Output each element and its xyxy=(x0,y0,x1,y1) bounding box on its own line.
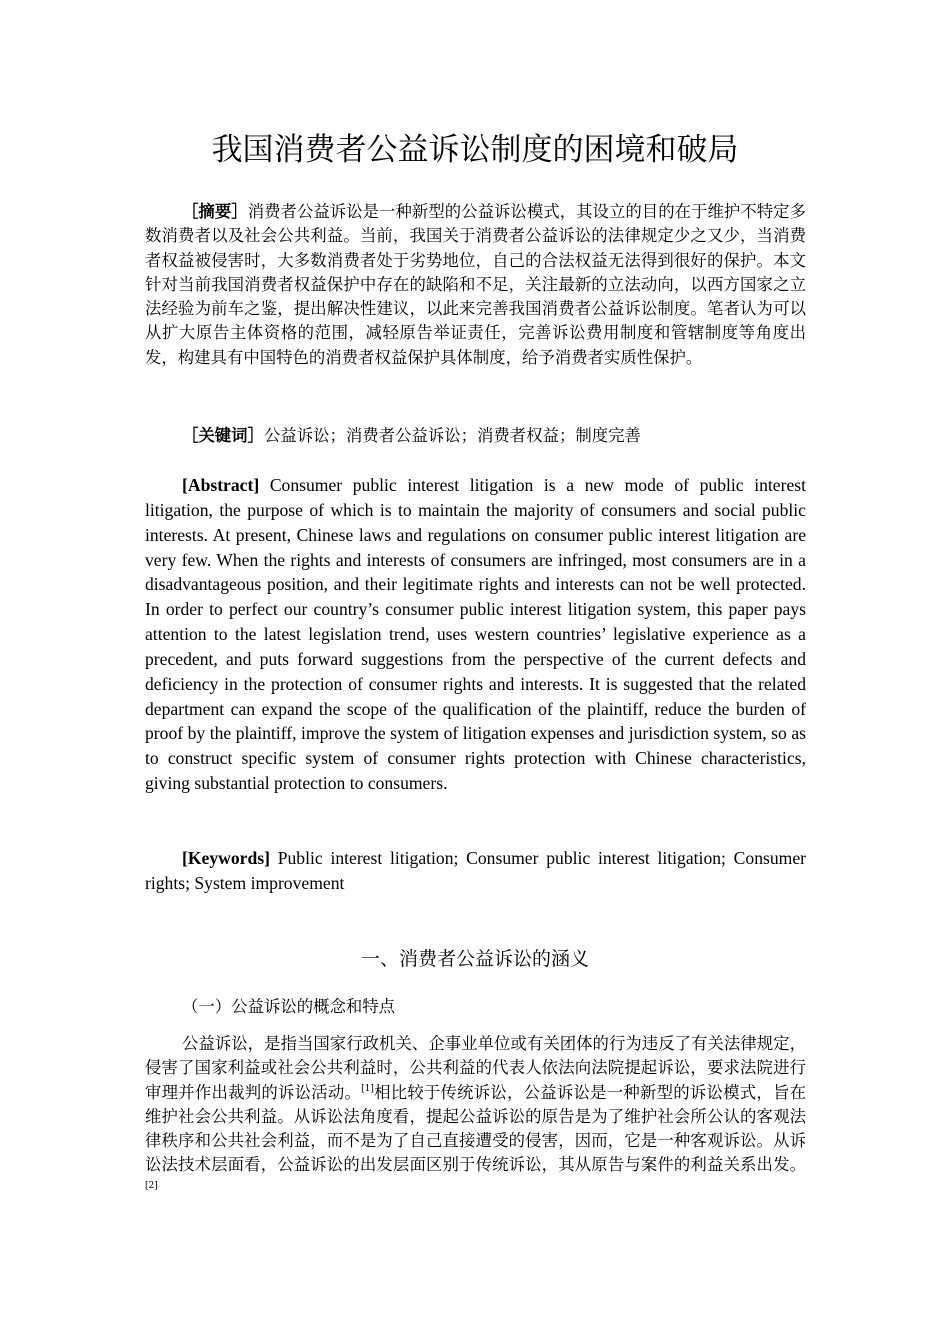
body-paragraph xyxy=(145,1032,806,1202)
abstract-zh-label: ［摘要］ xyxy=(182,202,248,221)
body-paragraph-part2: 相比较于传统诉讼，公益诉讼是一种新型的诉讼模式，旨在维护社会公共利益。从诉讼法角度看，提起公益诉讼的原告是为了维护社会所公认的客观法律秩序和公共社会利益，而不是为了自己直接遭受的侵害，因而，它是一种客观诉讼。从诉讼法技术层面看，公益诉讼的出发层面区别于传统诉讼，其从原告与案件的利益关系出发。 xyxy=(145,1082,807,1175)
citation-1[interactable]: [1] xyxy=(361,1083,374,1094)
sub-heading: （一）公益诉讼的概念和特点 xyxy=(182,997,396,1016)
keywords-en-label: [Keywords] xyxy=(182,848,270,868)
abstract-zh xyxy=(145,200,806,370)
abstract-en xyxy=(145,473,806,796)
section-heading: 一、消费者公益诉讼的涵义 xyxy=(360,948,589,970)
keywords-en xyxy=(145,846,806,896)
paper-title: 我国消费者公益诉讼制度的困境和破局 xyxy=(211,132,739,168)
keywords-en-text: Public interest litigation; Consumer public interest litigation; Consumer rights; System improvement xyxy=(145,848,807,893)
abstract-en-text: Consumer public interest litigation is a new mode of public interest litigation, the purpose of which is to maintain the majority of consumers and social public interests. At present, Chinese laws and regulations on consumer public interest litigation are very few. When the rights and interests of consumers are infringed, most consumers are in a disadvantageous position, and their legitimate rights and interests can not be well protected. In order to perfect our country’s consumer public interest litigation system, this paper pays attention to the latest legislation trend, uses western countries’ legislative experience as a precedent, and puts forward suggestions from the perspective of the current defects and deficiency in the protection of consumer rights and interests. It is suggested that the related department can expand the scope of the qualification of the plaintiff, reduce the burden of proof by the plaintiff, improve the system of litigation expenses and jurisdiction system, so as to construct specific system of consumer rights protection with Chinese characteristics, giving substantial protection to consumers. xyxy=(145,475,806,794)
keywords-zh xyxy=(145,424,806,448)
keywords-zh-label: ［关键词］ xyxy=(182,426,264,445)
abstract-zh-text: 消费者公益诉讼是一种新型的公益诉讼模式，其设立的目的在于维护不特定多数消费者以及社会公共利益。当前，我国关于消费者公益诉讼的法律规定少之又少，当消费者权益被侵害时，大多数消费者处于劣势地位，自己的合法权益无法得到很好的保护。本文针对当前我国消费者权益保护中存在的缺陷和不足，关注最新的立法动向，以西方国家之立法经验为前车之鉴，提出解决性建议，以此来完善我国消费者公益诉讼制度。笔者认为可以从扩大原告主体资格的范围，减轻原告举证责任，完善诉讼费用制度和管辖制度等角度出发，构建具有中国特色的消费者权益保护具体制度，给予消费者实质性保护。 xyxy=(145,202,806,367)
citation-2[interactable]: [2] xyxy=(145,1180,158,1191)
keywords-zh-text: 公益诉讼；消费者公益诉讼；消费者权益；制度完善 xyxy=(263,426,641,445)
body-paragraph-part1: 公益诉讼，是指当国家行政机关、企事业单位或有关团体的行为违反了有关法律规定，侵害了国家利益或社会公共利益时，公共利益的代表人依法向法院提起诉讼，要求法院进行审理并作出裁判的诉讼活动。 xyxy=(145,1034,806,1102)
abstract-en-label: [Abstract] xyxy=(182,475,260,495)
